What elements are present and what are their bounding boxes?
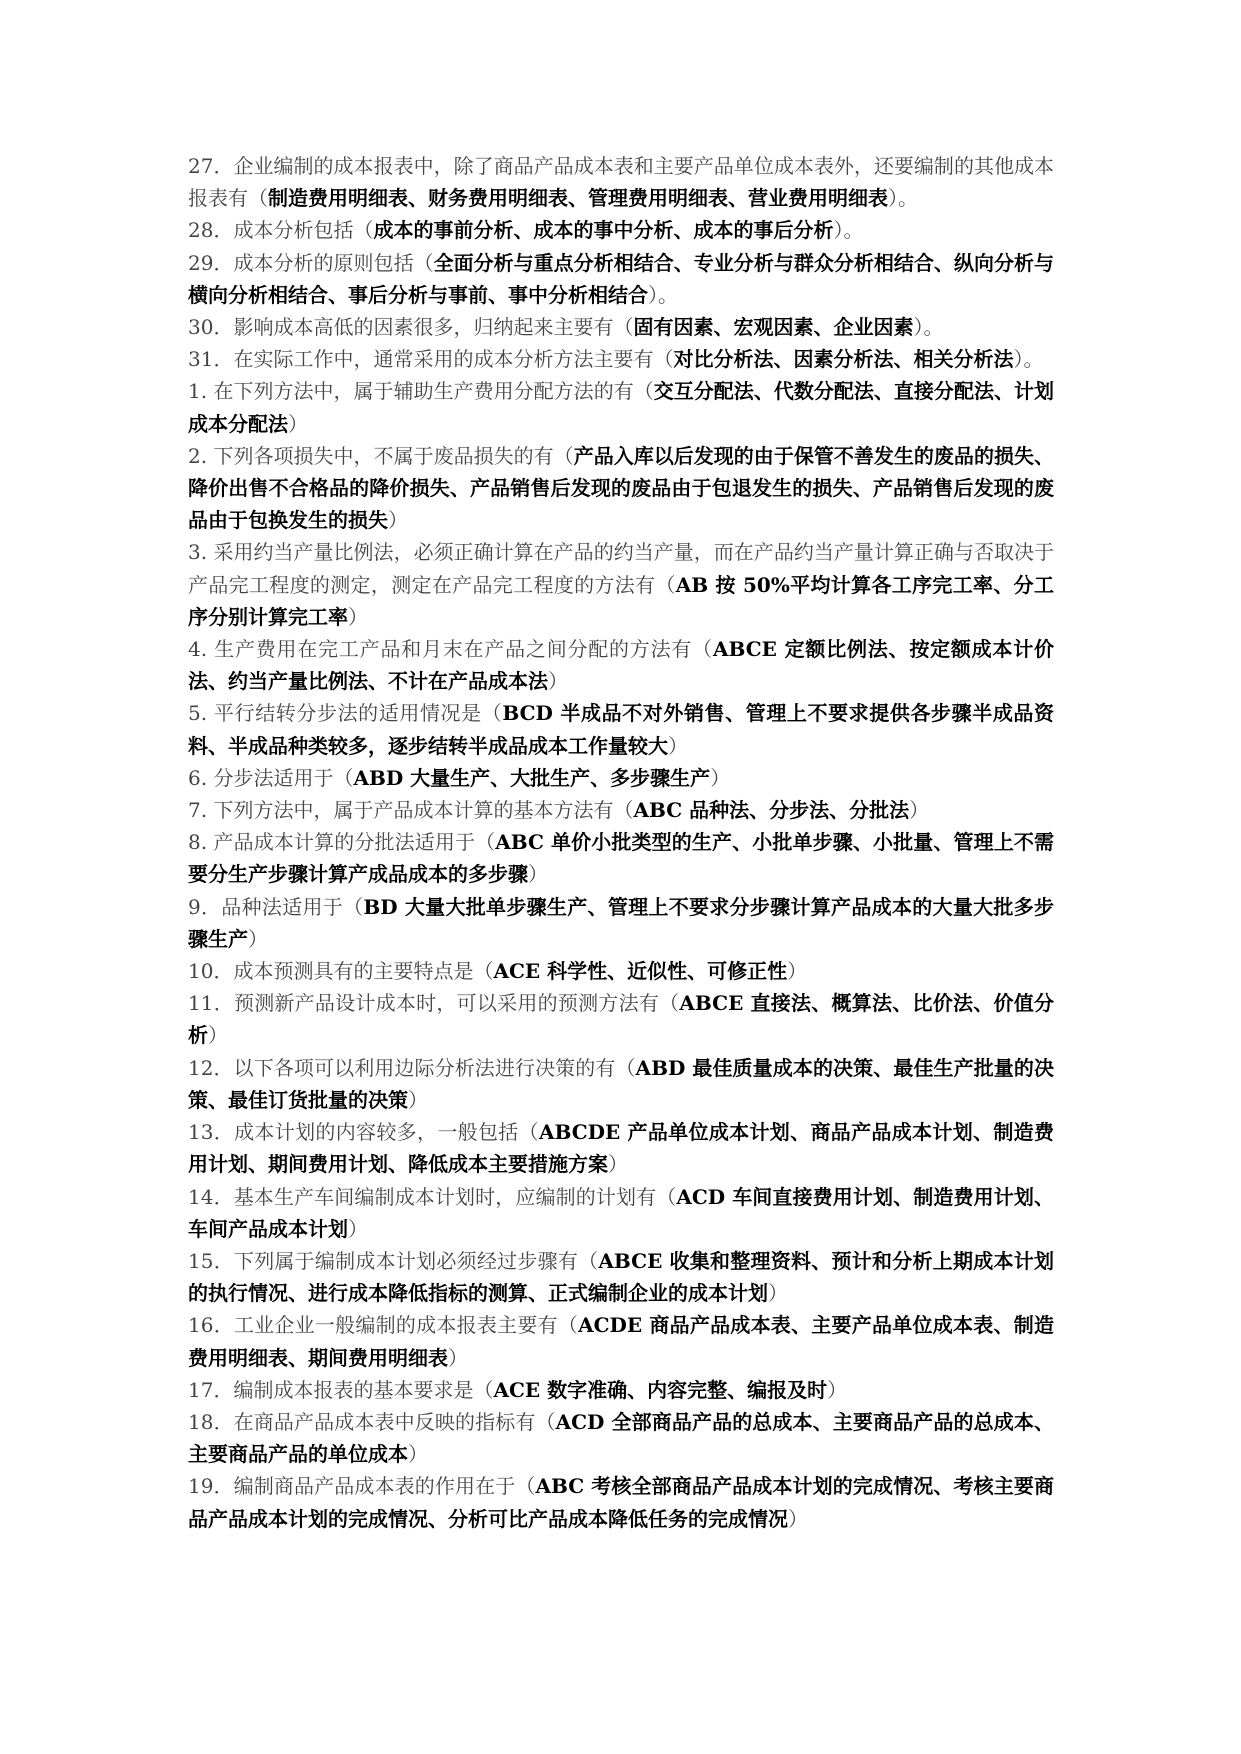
closing-paren: ） [348,604,368,629]
answer-text: ACD 车间直接费用计划、制造费用计划、车间产品成本计划 [188,1184,1054,1241]
closing-paren: ）。 [833,218,864,243]
question-text: 15．下列属于编制成本计划必须经过步骤有（ [188,1248,599,1273]
closing-paren: ） [408,1087,428,1112]
question-text: 12．以下各项可以利用边际分析法进行决策的有（ [188,1055,636,1080]
question-item [188,1116,1054,1180]
question-item [188,311,1054,343]
answer-text: ABD 最佳质量成本的决策、最佳生产批量的决策、最佳订货批量的决策 [188,1055,1054,1112]
question-text: 29．成本分析的原则包括（ [188,250,434,275]
question-text: 19．编制商品产品成本表的作用在于（ [188,1474,536,1499]
question-item [188,343,1054,375]
answer-text: 全面分析与重点分析相结合、专业分析与群众分析相结合、纵向分析与横向分析相结合、事后分析与事前、事中分析相结合 [188,250,1054,307]
question-text: 27．企业编制的成本报表中，除了商品产品成本表和主要产品单位成本表外，还要编制的其他成本报表有（ [188,154,1054,211]
question-item [188,1181,1054,1245]
closing-paren: ） [608,1152,628,1177]
question-text: 7. 下列方法中，属于产品成本计算的基本方法有（ [188,798,634,823]
closing-paren: ） [348,1216,368,1241]
closing-paren: ）。 [913,315,944,340]
closing-paren: ） [788,1506,808,1531]
question-text: 30．影响成本高低的因素很多，归纳起来主要有（ [188,315,634,340]
question-text: 6. 分步法适用于（ [188,765,354,790]
question-item [188,150,1054,214]
question-text: 5. 平行结转分步法的适用情况是（ [188,701,503,726]
answer-text: ABCE 直接法、概算法、比价法、价值分析 [188,991,1054,1048]
question-text: 14．基本生产车间编制成本计划时，应编制的计划有（ [188,1184,677,1209]
question-item [188,762,1054,794]
closing-paren: ） [548,669,568,694]
question-item [188,794,1054,826]
question-text: 13．成本计划的内容较多，一般包括（ [188,1120,539,1145]
question-item [188,955,1054,987]
answer-text: ABCE 定额比例法、按定额成本计价法、约当产量比例法、不计在产品成本法 [188,637,1054,694]
answer-text: 交互分配法、代数分配法、直接分配法、计划成本分配法 [188,379,1054,436]
closing-paren: ） [408,1442,428,1467]
question-item [188,1309,1054,1373]
closing-paren: ） [448,1345,468,1370]
closing-paren: ） [208,1023,228,1048]
question-text: 2. 下列各项损失中，不属于废品损失的有（ [188,443,574,468]
question-item [188,826,1054,890]
closing-paren: ） [768,1281,788,1306]
question-text: 28．成本分析包括（ [188,218,374,243]
answer-text: 制造费用明细表、财务费用明细表、管理费用明细表、营业费用明细表 [268,186,888,211]
answer-text: 固有因素、宏观因素、企业因素 [633,315,914,340]
answer-text: ACE 数字准确、内容完整、编报及时 [493,1377,828,1402]
question-item [188,536,1054,633]
question-item [188,633,1054,697]
closing-paren: ） [787,959,808,984]
answer-text: BD 大量大批单步骤生产、管理上不要求分步骤计算产品成本的大量大批多步骤生产 [188,894,1054,951]
question-item [188,1374,1054,1406]
question-item [188,891,1054,955]
closing-paren: ） [288,411,308,436]
question-text: 17．编制成本报表的基本要求是（ [188,1377,494,1402]
closing-paren: ） [909,798,930,823]
closing-paren: ） [827,1377,848,1402]
closing-paren: ） [528,862,548,887]
question-item [188,987,1054,1051]
answer-text: ABD 大量生产、大批生产、多步骤生产 [353,765,711,790]
answer-text: ACE 科学性、近似性、可修正性 [493,959,788,984]
closing-paren: ）。 [888,186,918,211]
question-text: 31．在实际工作中，通常采用的成本分析方法主要有（ [188,347,674,372]
question-text: 10．成本预测具有的主要特点是（ [188,959,494,984]
answer-text: ABCE 收集和整理资料、预计和分析上期成本计划的执行情况、进行成本降低指标的测算、正式编制企业的成本计划 [188,1248,1054,1306]
question-item [188,1052,1054,1116]
closing-paren: ） [388,508,408,533]
answer-text: ACD 全部商品产品的总成本、主要商品产品的总成本、主要商品产品的单位成本 [188,1409,1054,1467]
answer-text: 产品入库以后发现的由于保管不善发生的废品的损失、降价出售不合格品的降价损失、产品销售后发现的废品由于包退发生的损失、产品销售后发现的废品由于包换发生的损失 [188,443,1054,533]
question-text: 16．工业企业一般编制的成本报表主要有（ [188,1313,579,1338]
question-item [188,440,1054,537]
closing-paren: ）。 [648,282,678,307]
question-item [188,1470,1054,1534]
question-item [188,1406,1054,1470]
answer-text: ABC 考核全部商品产品成本计划的完成情况、考核主要商品产品成本计划的完成情况、分析可比产品成本降低任务的完成情况 [188,1474,1054,1531]
answer-text: BCD 半成品不对外销售、管理上不要求提供各步骤半成品资料、半成品种类较多，逐步结转半成品成本工作量较大 [188,701,1054,758]
question-item [188,247,1054,311]
answer-text: AB 按 50%平均计算各工序完工率、分工序分别计算完工率 [188,572,1054,629]
question-item [188,697,1054,761]
answer-text: 对比分析法、因素分析法、相关分析法 [673,347,1014,372]
closing-paren: ） [710,765,731,790]
answer-text: ABC 单价小批类型的生产、小批单步骤、小批量、管理上不需要分生产步骤计算产成品成本的多步骤 [188,830,1054,887]
closing-paren: ） [668,733,688,758]
answer-text: ACDE 商品产品成本表、主要产品单位成本表、制造费用明细表、期间费用明细表 [188,1313,1054,1370]
question-item [188,375,1054,439]
question-item [188,1245,1054,1309]
question-item [188,214,1054,246]
question-text: 8. 产品成本计算的分批法适用于（ [188,830,496,855]
question-text: 3. 采用约当产量比例法，必须正确计算在产品的约当产量，而在产品约当产量计算正确与否取决于产品完工程度的测定，测定在产品完工程度的方法有（ [188,540,1054,597]
question-text: 4. 生产费用在完工产品和月末在产品之间分配的方法有（ [188,637,713,662]
answer-text: ABCDE 产品单位成本计划、商品产品成本计划、制造费用计划、期间费用计划、降低成本主要措施方案 [188,1120,1055,1177]
question-text: 18．在商品产品成本表中反映的指标有（ [188,1409,556,1434]
closing-paren: ） [248,926,268,951]
question-list [188,150,1054,1535]
question-text: 1. 在下列方法中，属于辅助生产费用分配方法的有（ [188,379,654,404]
closing-paren: ）。 [1013,347,1044,372]
question-text: 9．品种法适用于（ [188,894,364,919]
answer-text: ABC 品种法、分步法、分批法 [633,798,910,823]
question-text: 11．预测新产品设计成本时，可以采用的预测方法有（ [188,991,680,1016]
answer-text: 成本的事前分析、成本的事中分析、成本的事后分析 [373,218,834,243]
